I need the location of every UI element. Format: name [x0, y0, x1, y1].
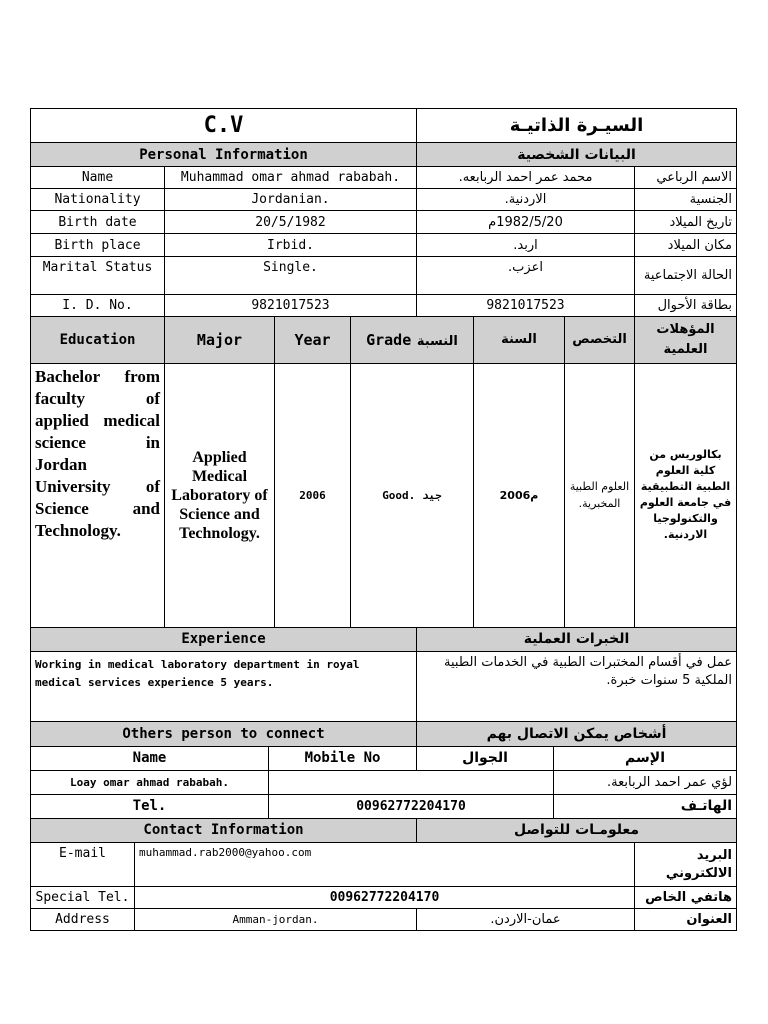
address-value-en: Amman-jordan. — [135, 909, 417, 931]
edu-col-year-ar: السنة — [474, 317, 565, 363]
title-ar: السيـرة الذاتيـة — [509, 115, 644, 136]
nationality-value: Jordanian. — [165, 189, 417, 211]
name-value: Muhammad omar ahmad rababah. — [165, 167, 417, 189]
edu-col-major: Major — [165, 317, 275, 363]
nationality-value-ar: الاردنية. — [417, 189, 635, 211]
id-label: I. D. No. — [31, 295, 165, 317]
birthplace-value: Irbid. — [165, 234, 417, 257]
name-label-ar: الاسم الرباعي — [635, 167, 737, 189]
address-label-ar: العنوان — [635, 909, 737, 931]
edu-major-value: Applied Medical Laboratory of Science and Technology. — [165, 363, 275, 627]
edu-col-education: Education — [31, 317, 165, 363]
address-label: Address — [31, 909, 135, 931]
personal-heading-en: Personal Information — [31, 143, 417, 167]
birthdate-label: Birth date — [31, 211, 165, 234]
cv-document — [30, 108, 736, 931]
marital-label-ar: الحالة الاجتماعية — [635, 257, 737, 295]
contacts-col-mobile-ar: الجوال — [417, 746, 554, 770]
email-label: E-mail — [31, 843, 135, 887]
edu-col-major-ar: التخصص — [565, 317, 635, 363]
nationality-label-ar: الجنسية — [635, 189, 737, 211]
email-value[interactable]: muhammad.rab2000@yahoo.com — [135, 843, 635, 887]
contact-tel-label-ar: الهاتـف — [554, 794, 737, 818]
special-tel-label: Special Tel. — [31, 887, 135, 909]
birthdate-label-ar: تاريخ الميلاد — [635, 211, 737, 234]
edu-year-value-ar: 2006م — [474, 363, 565, 627]
contacts-col-name-ar: الإسم — [554, 746, 737, 770]
contact-info-table — [30, 819, 737, 932]
experience-heading-ar: الخبرات العملية — [417, 628, 737, 652]
marital-value-ar: اعزب. — [417, 257, 635, 295]
birthdate-value-ar: 1982/5/20م — [417, 211, 635, 234]
education-table — [30, 317, 737, 628]
special-tel-value: 00962772204170 — [135, 887, 635, 909]
contacts-col-name: Name — [31, 746, 269, 770]
edu-qual-value-ar: بكالوريس من كلية العلوم الطبية التطبيقية في جامعة العلوم والتكنولوجيا الاردنية. — [635, 363, 737, 627]
name-value-ar: محمد عمر احمد الربابعه. — [417, 167, 635, 189]
birthplace-label: Birth place — [31, 234, 165, 257]
personal-table — [30, 108, 737, 317]
id-value-ar: 9821017523 — [417, 295, 635, 317]
id-value: 9821017523 — [165, 295, 417, 317]
grade-header-en: Grade — [366, 331, 412, 350]
contact-tel-label: Tel. — [31, 794, 269, 818]
birthdate-value: 20/5/1982 — [165, 211, 417, 234]
personal-heading-ar: البيانات الشخصية — [417, 143, 737, 167]
contact-tel-value: 00962772204170 — [269, 794, 554, 818]
birthplace-label-ar: مكان الميلاد — [635, 234, 737, 257]
experience-text-en: Working in medical laboratory department in royal medical services experience 5 years. — [31, 652, 417, 722]
title-en: C.V — [203, 113, 244, 138]
grade-header-ar: النسبة — [416, 334, 458, 350]
address-value-ar: عمان-الاردن. — [417, 909, 635, 931]
contacts-col-mobile: Mobile No — [269, 746, 417, 770]
experience-text-ar: عمل في أقسام المختبرات الطبية في الخدمات الطبية الملكية 5 سنوات خبرة. — [417, 652, 737, 722]
contact-person-en: Loay omar ahmad rababah. — [31, 770, 269, 794]
marital-value: Single. — [165, 257, 417, 295]
edu-col-year: Year — [275, 317, 351, 363]
contacts-heading-ar: أشخاص يمكن الاتصال بهم — [417, 722, 737, 746]
contacts-table — [30, 722, 737, 819]
contact-person-mobile — [269, 770, 554, 794]
edu-year-value: 2006 — [275, 363, 351, 627]
name-label: Name — [31, 167, 165, 189]
cv-title-en — [31, 109, 417, 143]
experience-table — [30, 628, 737, 723]
nationality-label: Nationality — [31, 189, 165, 211]
edu-col-qual-ar: المؤهلات العلمية — [635, 317, 737, 363]
cv-title-ar — [417, 109, 737, 143]
contact-info-heading-ar: معلومـات للتواصل — [417, 819, 737, 843]
id-label-ar: بطاقة الأحوال — [635, 295, 737, 317]
birthplace-value-ar: اربد. — [417, 234, 635, 257]
experience-heading-en: Experience — [31, 628, 417, 652]
edu-major-value-ar: العلوم الطبية المخبرية. — [565, 363, 635, 627]
contact-person-ar: لؤي عمر احمد الربابعة. — [554, 770, 737, 794]
email-label-ar: البريد الالكتروني — [635, 843, 737, 887]
special-tel-label-ar: هاتفي الخاص — [635, 887, 737, 909]
edu-education-value: Bachelor from faculty of applied medical science in Jordan University of Science and Technology. — [31, 363, 165, 627]
marital-label: Marital Status — [31, 257, 165, 295]
contact-info-heading-en: Contact Information — [31, 819, 417, 843]
edu-col-grade — [351, 317, 474, 363]
edu-grade-value: Good. جيد — [351, 363, 474, 627]
contacts-heading-en: Others person to connect — [31, 722, 417, 746]
